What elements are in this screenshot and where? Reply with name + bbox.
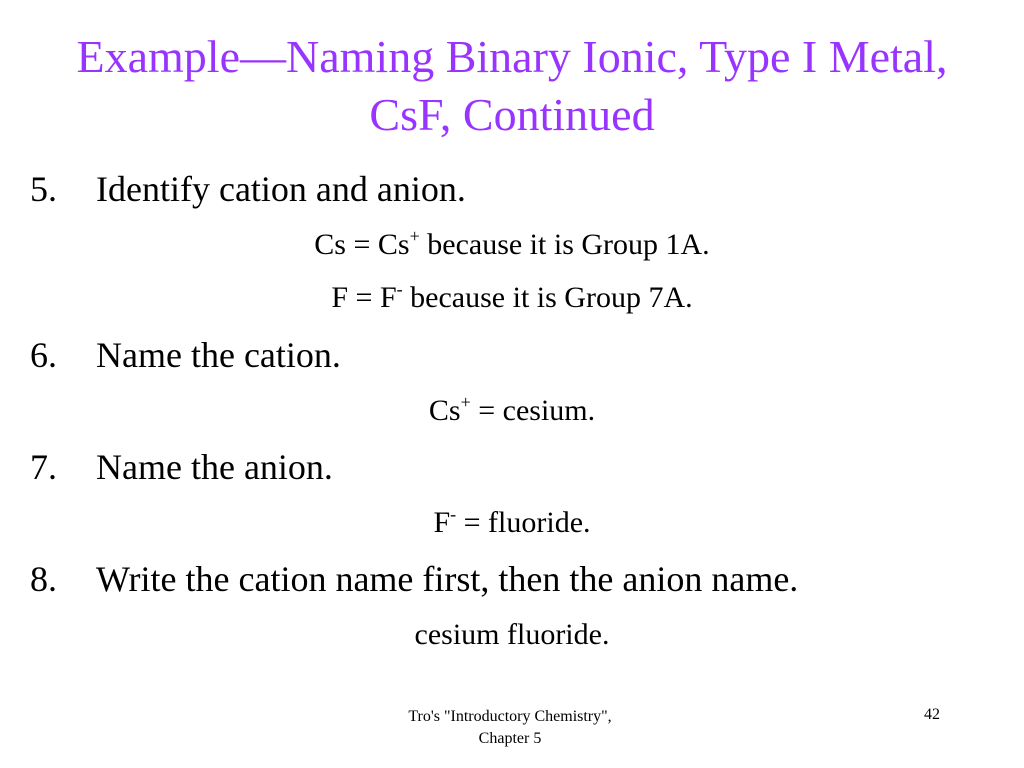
step-5 [30,168,466,210]
anion-name: = fluoride. [456,506,591,539]
title-line-1: Example—Naming Binary Ionic, Type I Metal, [76,31,948,82]
step-number: 7. [30,447,57,487]
fluorine-ion-line [0,281,1024,315]
step-text: Write the cation name first, then the anion name. [96,559,799,599]
footer-line-1: Tro's "Introductory Chemistry", [408,708,612,725]
f-charge: - [396,279,403,299]
step-number: 6. [30,335,57,375]
cs-formula: Cs = Cs [314,228,410,261]
final-name-line: cesium fluoride. [414,618,610,651]
f-formula: F = F [331,281,397,314]
cation-name: = cesium. [470,394,596,427]
step-7 [30,446,333,488]
step-6 [30,334,341,376]
cs-reason: because it is Group 1A. [419,228,710,261]
cs-charge: + [409,226,420,246]
anion-formula: F [433,506,451,539]
f-reason: because it is Group 7A. [402,281,693,314]
cation-formula: Cs [428,394,461,427]
anion-name-line [0,506,1024,540]
anion-charge: - [450,504,457,524]
footer-line-2: Chapter 5 [478,730,542,747]
title-line-2: CsF, Continued [369,89,655,140]
page-number: 42 [924,706,940,723]
step-number: 5. [30,169,57,209]
cation-name-line [0,394,1024,428]
cation-charge: + [460,392,471,412]
slide-title [0,28,1024,144]
step-8 [30,558,798,600]
footer-citation [360,706,660,750]
step-number: 8. [30,559,57,599]
step-text: Name the cation. [96,335,341,375]
step-text: Name the anion. [96,447,333,487]
step-text: Identify cation and anion. [96,169,466,209]
cesium-ion-line [0,228,1024,262]
